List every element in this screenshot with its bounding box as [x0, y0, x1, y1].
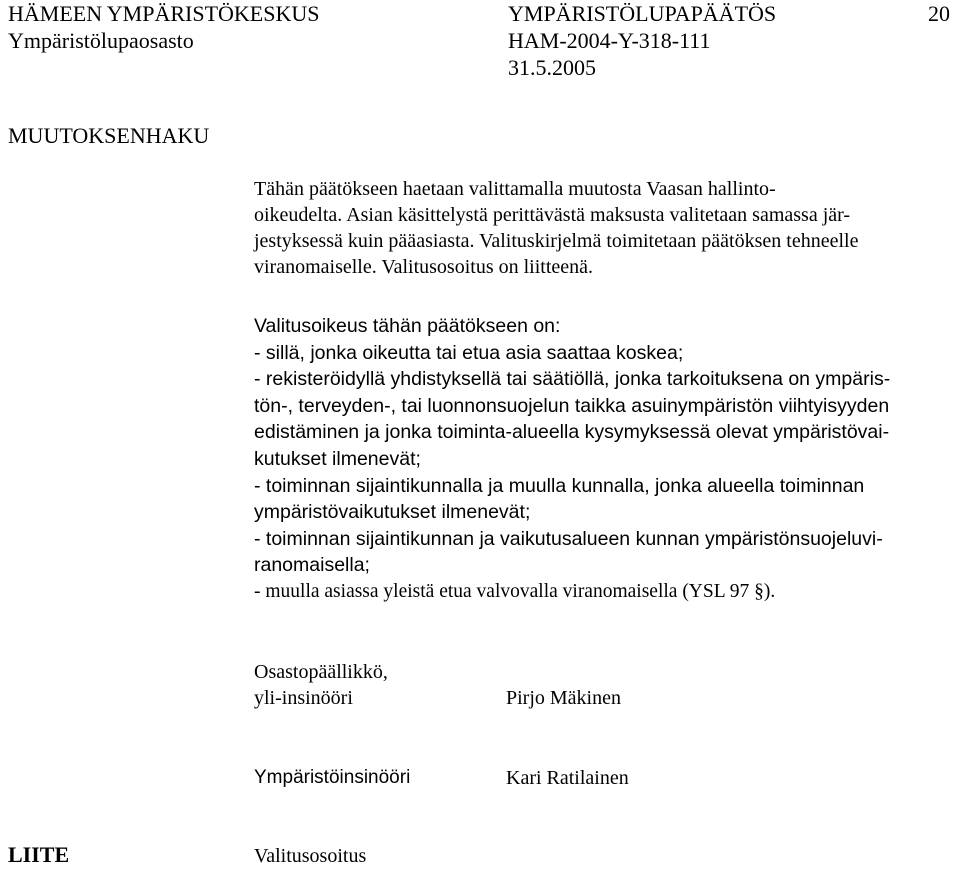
signer2-name: Kari Ratilainen: [506, 767, 629, 789]
page-number: 20: [928, 1, 950, 26]
header-org: HÄMEEN YMPÄRISTÖKESKUS: [8, 1, 320, 26]
text-line: viranomaiselle. Valitusosoitus on liitteenä.: [254, 256, 594, 278]
appendix-label: LIITE: [8, 842, 70, 867]
header-date: 31.5.2005: [508, 55, 596, 80]
text-line: - toiminnan sijaintikunnalla ja muulla kunnalla, jonka alueella toiminnan: [254, 474, 865, 497]
signer1-name: Pirjo Mäkinen: [506, 687, 621, 709]
text-line: - rekisteröidyllä yhdistyksellä tai säätiöllä, jonka tarkoituksena on ympäris-: [254, 368, 891, 391]
signer1-title-line2: yli-insinööri: [254, 687, 353, 709]
text-line: edistäminen ja jonka toiminta-alueella kysymyksessä olevat ympäristövai-: [254, 421, 890, 444]
header-doc-type: YMPÄRISTÖLUPAPÄÄTÖS: [508, 1, 777, 26]
header-dept: Ympäristölupaosasto: [8, 28, 194, 53]
paragraph-appeal-rights: [254, 313, 890, 606]
text-line: - muulla asiassa yleistä etua valvovalla viranomaisella (YSL 97 §).: [254, 580, 776, 602]
text-line: tön-, terveyden-, tai luonnonsuojelun taikka asuinympäristön viihtyisyyden: [254, 394, 890, 417]
signer2-title: Ympäristöinsinööri: [254, 767, 411, 788]
text-line: Tähän päätökseen haetaan valittamalla muutosta Vaasan hallinto-: [254, 178, 776, 200]
text-line: - toiminnan sijaintikunnan ja vaikutusalueen kunnan ympäristönsuojeluvi-: [254, 527, 883, 550]
text-line: ranomaisella;: [254, 554, 370, 577]
text-line: Valitusoikeus tähän päätökseen on:: [254, 315, 561, 337]
signer1-title-line1: Osastopäällikkö,: [254, 661, 388, 683]
text-line: ympäristövaikutukset ilmenevät;: [254, 501, 531, 524]
paragraph-appeal-info: [254, 176, 858, 280]
section-title: MUUTOKSENHAKU: [8, 123, 210, 148]
text-line: jestyksessä kuin pääasiasta. Valituskirjelmä toimitetaan päätöksen tehneelle: [254, 230, 859, 252]
header-doc-number: HAM-2004-Y-318-111: [508, 28, 711, 53]
appendix-text: Valitusosoitus: [254, 845, 367, 867]
text-line: kutukset ilmenevät;: [254, 447, 421, 470]
text-line: - sillä, jonka oikeutta tai etua asia saattaa koskea;: [254, 341, 684, 364]
text-line: oikeudelta. Asian käsittelystä perittävästä maksusta valitetaan samassa jär-: [254, 204, 851, 226]
